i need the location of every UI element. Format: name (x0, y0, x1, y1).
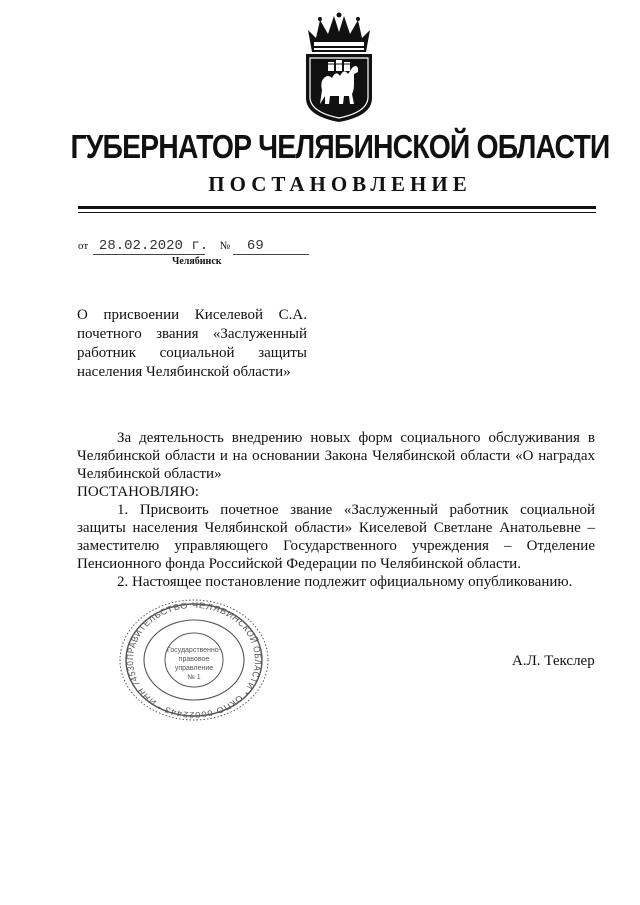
seal-outer-text: ПРАВИТЕЛЬСТВО ЧЕЛЯБИНСКОЙ ОБЛАСТИ * ОКПО 00022443 * ИНН 74530 (124, 600, 264, 720)
issuer-title: ГУБЕРНАТОР ЧЕЛЯБИНСКОЙ ОБЛАСТИ (70, 128, 610, 165)
decree-word: ПОСТАНОВЛЯЮ: (77, 484, 199, 500)
seal-inner-line: Государственно- (166, 647, 222, 654)
subject-line: почетного звания «Заслуженный (77, 326, 307, 342)
subject-line: населения Челябинской области» (77, 364, 291, 380)
seal-inner-line: № 1 (187, 674, 201, 681)
document-type: ПОСТАНОВЛЕНИЕ (208, 172, 472, 196)
official-seal (117, 598, 271, 722)
header-rule-thick (78, 206, 596, 209)
item-2-paragraph: 2. Настоящее постановление подлежит официальному опубликованию. (117, 574, 573, 590)
number-label: № (219, 240, 231, 252)
document-body (77, 429, 595, 591)
intro-paragraph: За деятельность внедрению новых форм социального обслуживания в Челябинской области и на основании Закона Челябинской области «О наградах Челябинской области» (77, 430, 595, 482)
city-label: Челябинск (172, 256, 222, 267)
item-1-paragraph: 1. Присвоить почетное звание «Заслуженный работник социальной защиты населения Челябинской области» Киселевой Светлане Анатольевне – заместителю управляющего Государственного учреждения – Отделение Пенсионного фонда Российской Федерации по Челябинской области. (77, 502, 595, 572)
document-date: 28.02.2020 г. (93, 238, 205, 255)
date-from-label: от (78, 240, 89, 252)
subject-line: О присвоении Киселевой С.А. (77, 307, 307, 323)
signatory-name: А.Л. Текслер (512, 653, 595, 669)
seal-inner-line: правовое (178, 656, 210, 663)
seal-inner-line: управление (174, 665, 214, 672)
header-rule-thin (78, 212, 596, 213)
subject-block (77, 306, 307, 382)
document-number: 69 (233, 238, 309, 255)
date-number-line (78, 238, 309, 258)
coat-of-arms-icon (298, 12, 380, 124)
subject-line: работник социальной защиты (77, 345, 307, 361)
